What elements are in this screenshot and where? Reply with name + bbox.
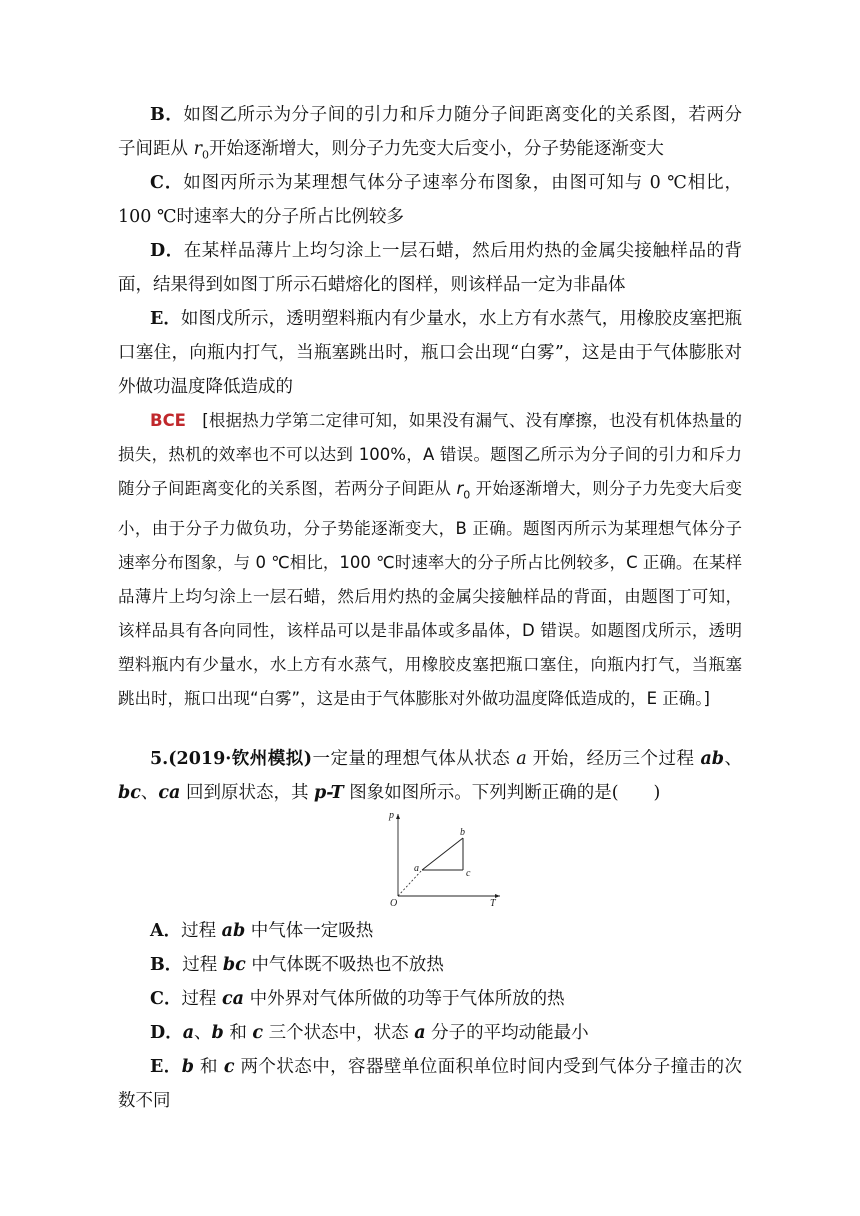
answer-letters: BCE: [150, 411, 186, 430]
option-label: C: [150, 173, 164, 193]
p-T-diagram: [376, 808, 506, 908]
question-number: 5.(2019·钦州模拟): [150, 749, 312, 769]
option-5d: D．a、b 和 c 三个状态中，状态 a 分子的平均动能最小: [150, 1023, 589, 1043]
question-5-stem: 5.(2019·钦州模拟)一定量的理想气体从状态 a 开始，经历三个过程 ab、bc、ca 回到原状态，其 p-T 图象如图所示。下列判断正确的是( ): [118, 749, 743, 803]
option-label: B: [150, 105, 165, 125]
origin-label: O: [390, 898, 398, 908]
option-b-prev: B．如图乙所示为分子间的引力和斥力随分子间距离变化的关系图，若两分子间距从 $r_0$开始逐渐增大，则分子力先变大后变小，分子势能逐渐变大: [118, 105, 743, 162]
option-5e: E．b 和 c 两个状态中，容器壁单位面积单位时间内受到气体分子撞击的次数不同: [118, 1057, 742, 1111]
state-b-label: b: [460, 827, 465, 838]
option-e-prev: E．如图戊所示，透明塑料瓶内有少量水，水上方有水蒸气，用橡胶皮塞把瓶口塞住，向瓶内打气，当瓶塞跳出时，瓶口会出现“白雾”，这是由于气体膨胀对外做功温度降低造成的: [118, 309, 743, 397]
option-c-prev: C．如图丙所示为某理想气体分子速率分布图象，由图可知与 0 ℃相比，100 ℃时速率大的分子所占比例较多: [118, 173, 742, 227]
p-axis-arrow: [396, 814, 400, 819]
t-axis-arrow: [495, 894, 500, 898]
option-d-prev: D．在某样品薄片上均匀涂上一层石蜡，然后用灼热的金属尖接触样品的背面，结果得到如图丁所示石蜡熔化的图样，则该样品一定为非晶体: [118, 241, 743, 295]
t-label: T: [490, 898, 496, 908]
state-c-label: c: [466, 868, 471, 879]
option-label: D: [150, 241, 166, 261]
state-a-label: a: [414, 863, 419, 874]
option-5a: A．过程 ab 中气体一定吸热: [150, 921, 374, 941]
option-label: E: [150, 309, 164, 329]
process-ab: [422, 838, 463, 870]
option-5c: C．过程 ca 中外界对气体所做的功等于气体所放的热: [150, 989, 565, 1009]
answer-explanation: BCE [根据热力学第二定律可知，如果没有漏气、没有摩擦，也没有机体热量的损失，热机的效率也不可以达到 100%，A 错误。题图乙所示为分子间的引力和斥力随分子间距离变化的关系图，若两分子间距从 $r_0$ 开始逐渐增大，则分子力先变大后变小，由于分子力做负功，分子势能逐渐变大，B 正确。题图丙所示为某理想气体分子速率分布图象，与 0 ℃相比，100 ℃时速率大的分子所占比例较多，C 正确。在某样品薄片上均匀涂上一层石蜡，然后用灼热的金属尖接触样品的背面，由题图丁可知，该样品具有各向同性，该样品可以是非晶体或多晶体，D 错误。如题图戊所示，透明塑料瓶内有少量水，水上方有水蒸气，用橡胶皮塞把瓶口塞住，向瓶内打气，当瓶塞跳出时，瓶口出现“白雾”，这是由于气体膨胀对外做功温度降低造成的，E 正确。]: [118, 411, 742, 709]
option-5b: B．过程 bc 中气体既不吸热也不放热: [150, 955, 444, 975]
p-label: p: [389, 810, 394, 821]
